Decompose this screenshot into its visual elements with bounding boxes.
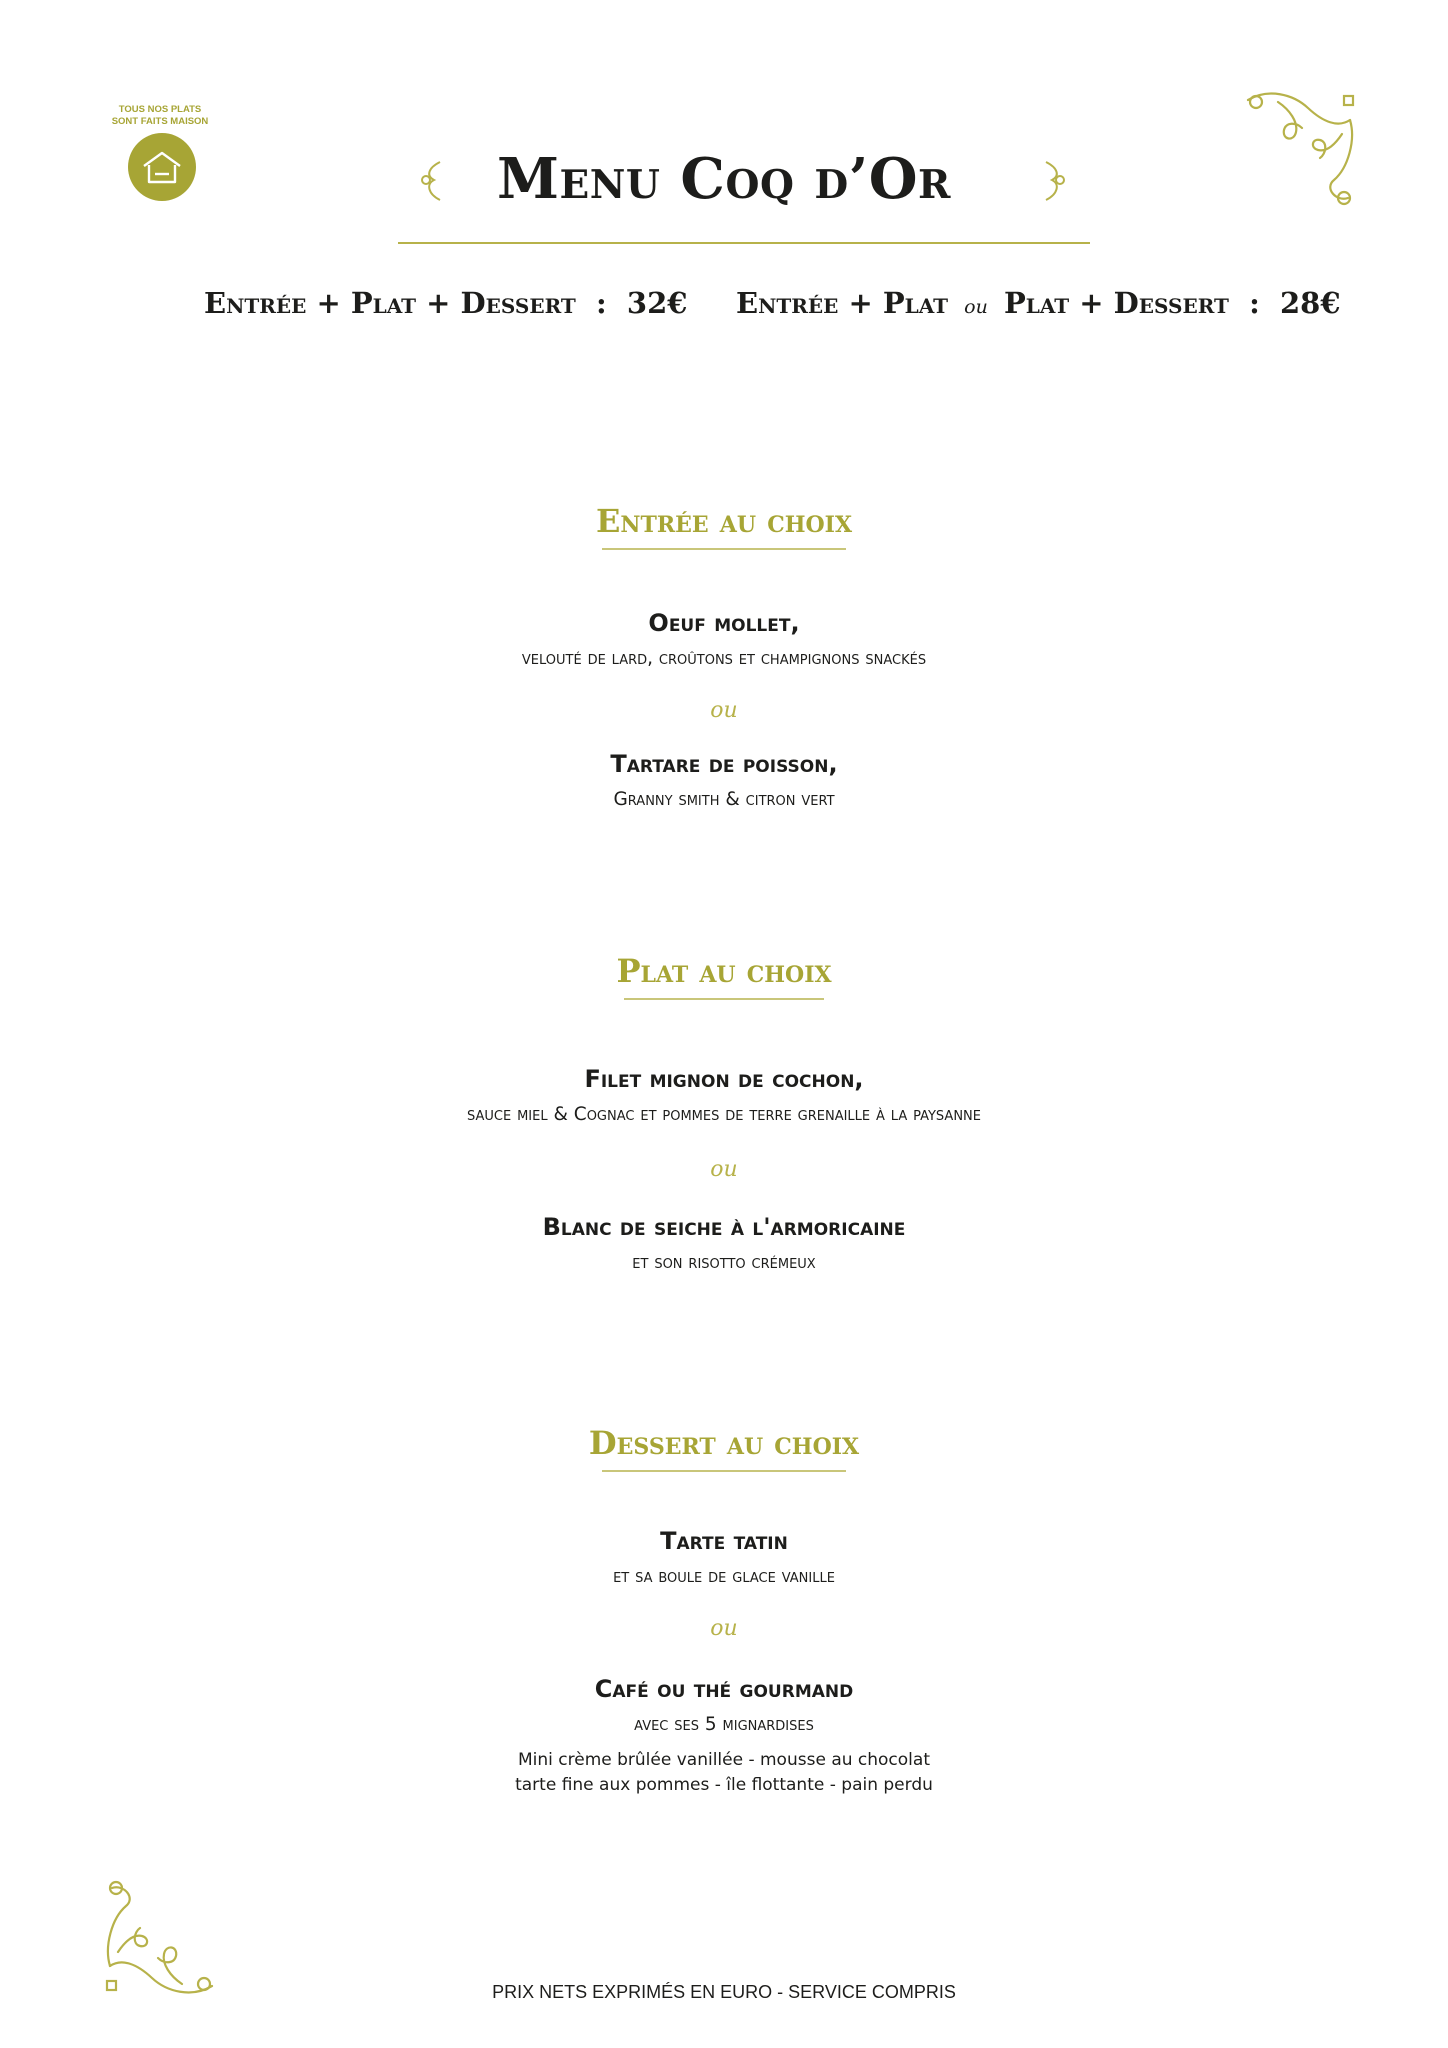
section-title-plat: Plat au choix [616,952,832,990]
dish-description: avec ses 5 mignardises [634,1714,814,1735]
section-title-entree: Entrée au choix [595,502,853,540]
or-separator: ou [710,1616,738,1641]
formula-1-label: Entrée + Plat + Dessert [204,286,576,320]
dish-description: sauce miel & Cognac et pommes de terre grenaille à la paysanne [467,1104,981,1125]
title-curl-right-icon [1038,158,1068,206]
dish-detail-line: tarte fine aux pommes - île flottante - pain perdu [515,1775,933,1795]
section-rule-entree [602,548,846,550]
section-rule-dessert [602,1470,846,1472]
title-divider [398,242,1090,244]
dish-name: Café ou thé gourmand [594,1675,854,1703]
dish-description: et son risotto crémeux [632,1252,816,1273]
formula-2-price: 28€ [1279,286,1341,320]
dish-description: velouté de lard, croûtons et champignons snackés [521,648,927,669]
dish-description: Granny smith & citron vert [613,789,835,810]
footer-note: PRIX NETS EXPRIMÉS EN EURO - SERVICE COMPRIS [492,1982,956,2002]
dish-detail-line: Mini crème brûlée vanillée - mousse au chocolat [517,1750,930,1770]
corner-ornament-bottom-left [100,1876,222,1998]
formula-2: Entrée + Plat ou Plat + Dessert : 28€ [736,286,1341,320]
dish-description: et sa boule de glace vanille [613,1566,835,1587]
dish-name: Tarte tatin [660,1527,788,1555]
formula-2-label-a: Entrée + Plat [736,286,949,320]
dish-name: Tartare de poisson, [610,750,838,778]
formula-1-price: 32€ [626,286,688,320]
formula-2-or: ou [964,296,988,318]
dish-name: Filet mignon de cochon, [584,1065,864,1093]
section-title-dessert: Dessert au choix [588,1424,860,1462]
homemade-badge-text: TOUS NOS PLATS SONT FAITS MAISON [111,104,209,127]
formula-1: Entrée + Plat + Dessert : 32€ [204,286,688,320]
section-rule-plat [624,998,824,1000]
dish-name: Oeuf mollet, [648,609,800,637]
formula-2-label-b: Plat + Dessert [1003,286,1229,320]
dish-name: Blanc de seiche à l'armoricaine [542,1213,906,1241]
or-separator: ou [710,698,738,723]
or-separator: ou [710,1157,738,1182]
page-title: Menu Coq d’Or [497,146,951,212]
